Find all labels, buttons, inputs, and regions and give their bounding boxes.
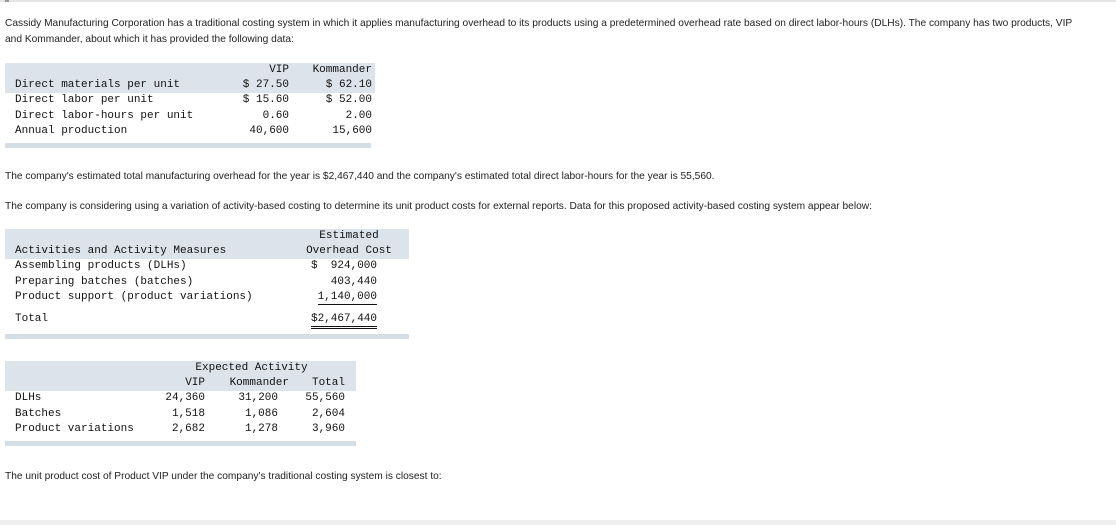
table-row (5, 78, 375, 93)
expected-activity-title: Expected Activity (195, 362, 308, 374)
cell-kommander: $ 52.00 (325, 94, 372, 107)
top-divider (0, 0, 1116, 2)
activity-cost-table (5, 229, 409, 331)
row-label: DLHs (15, 392, 42, 405)
col-header-estimated: Estimated (319, 230, 379, 242)
table-row (5, 93, 375, 108)
row-label: Direct labor per unit (15, 94, 154, 107)
table-header-row (5, 376, 356, 391)
top-divider-mark (5, 0, 9, 2)
cell-vip: 1,518 (171, 407, 205, 420)
product-data-table (5, 63, 375, 139)
row-label: Batches (15, 407, 62, 420)
cell-kommander: 1,278 (244, 422, 278, 435)
col-header-activities: Activities and Activity Measures (15, 245, 227, 258)
cell-kommander: 2.00 (345, 109, 372, 122)
cell-vip: 0.60 (262, 109, 289, 122)
table-total-row (5, 305, 409, 331)
col-header-total: Total (311, 377, 345, 390)
row-label: Annual production (15, 124, 128, 137)
table-row (5, 259, 409, 274)
table-footer-bar (5, 441, 356, 446)
table-row (5, 109, 375, 124)
cell-kommander: 15,600 (332, 124, 372, 137)
row-label: Preparing batches (batches) (15, 275, 194, 288)
table-footer-bar (5, 334, 409, 339)
table-row (5, 422, 356, 437)
abc-paragraph: The company is considering using a variation of activity-based costing to determine its unit product costs for external reports. Data for this proposed activity-based costing system appear below: (5, 201, 872, 212)
cell-total: 2,604 (311, 407, 345, 420)
table-footer-bar (5, 143, 371, 148)
col-header-vip: VIP (185, 377, 205, 390)
cell-cost: 1,140,000 (317, 290, 377, 303)
col-header-overhead-cost: Overhead Cost (306, 245, 392, 258)
overhead-paragraph: The company's estimated total manufacturing overhead for the year is $2,467,440 and the company's estimated total direct labor-hours for the year is 55,560. (5, 171, 715, 182)
cell-vip: 24,360 (165, 392, 205, 405)
table-row (5, 290, 409, 305)
row-label: Direct materials per unit (15, 79, 181, 92)
total-label: Total (15, 313, 49, 326)
row-label: Product variations (15, 422, 134, 435)
col-header-vip: VIP (269, 64, 289, 76)
cell-total: 3,960 (311, 422, 345, 435)
cell-vip: 40,600 (249, 124, 289, 137)
cell-vip: $ 27.50 (242, 79, 289, 92)
table-title-row (5, 361, 356, 376)
table-row (5, 275, 409, 290)
cell-kommander: 1,086 (244, 407, 278, 420)
intro-paragraph: Cassidy Manufacturing Corporation has a traditional costing system in which it applies manufacturing overhead to its products using a predetermined overhead rate based on direct labor-hours (DLHs). The company has two products, VIP and Kommander, about which it has provided the following data: (5, 18, 1073, 45)
table-row (5, 124, 375, 139)
cell-total: 55,560 (305, 392, 345, 405)
cell-vip: $ 15.60 (242, 94, 289, 107)
row-label: Product support (product variations) (15, 290, 253, 303)
table-header-row (5, 63, 375, 78)
table-header-row (5, 229, 409, 244)
question-text: The unit product cost of Product VIP under the company's traditional costing system is closest to: (5, 471, 442, 482)
table-row (5, 391, 356, 406)
cell-vip: 2,682 (171, 422, 205, 435)
cell-cost: 403,440 (330, 275, 377, 288)
row-label: Assembling products (DLHs) (15, 260, 187, 273)
col-header-kommander: Kommander (229, 377, 289, 390)
bottom-divider (0, 520, 1116, 525)
col-header-kommander: Kommander (312, 64, 372, 76)
cell-kommander: $ 62.10 (325, 79, 372, 92)
total-value: $2,467,440 (311, 313, 377, 329)
cell-cost: $ 924,000 (310, 260, 377, 273)
row-label: Direct labor-hours per unit (15, 109, 194, 122)
table-row (5, 407, 356, 422)
cell-kommander: 31,200 (238, 392, 278, 405)
expected-activity-table (5, 361, 356, 437)
table-header-row (5, 244, 409, 259)
